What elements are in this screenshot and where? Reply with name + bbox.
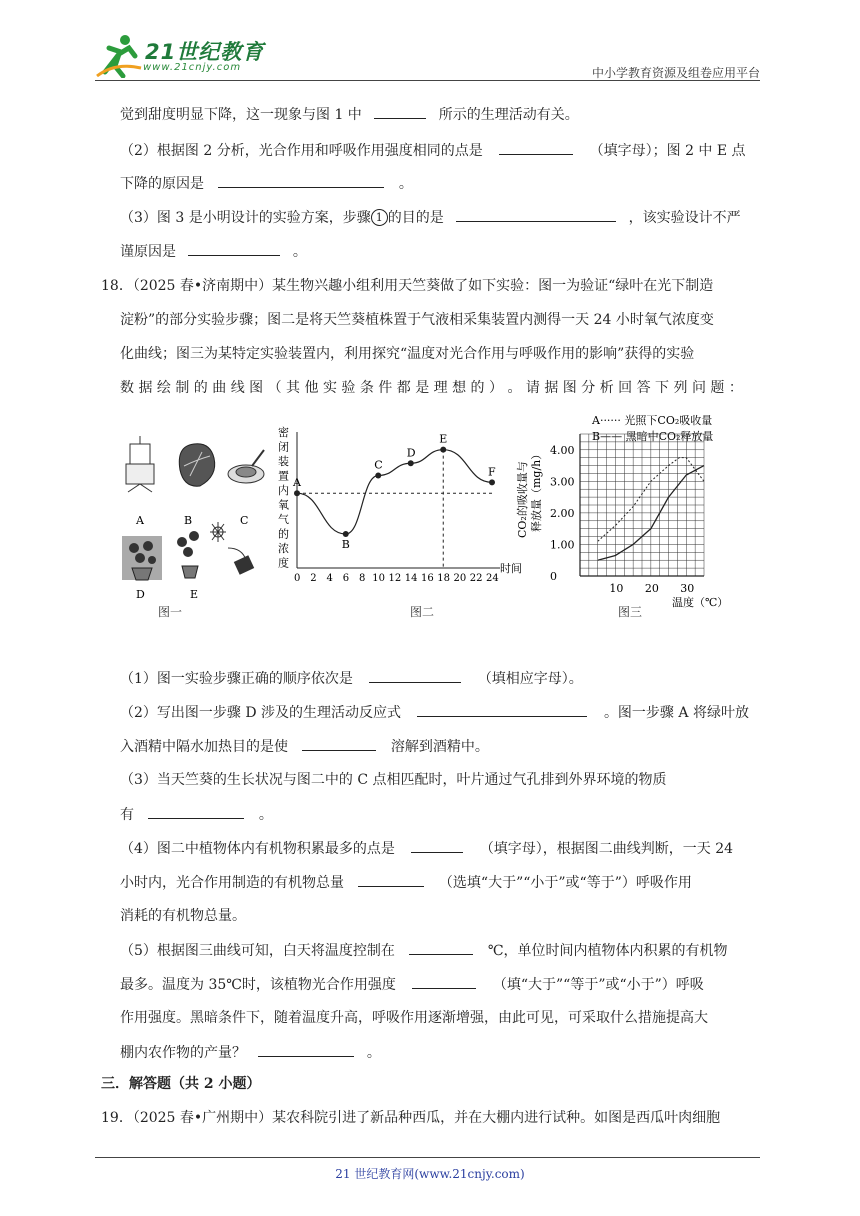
- x-tick-label: 10: [609, 582, 624, 595]
- answer-blank[interactable]: [417, 702, 587, 717]
- y-tick-label: 3.00: [550, 475, 575, 489]
- logo: [95, 32, 265, 78]
- q18-sub1: [120, 668, 583, 689]
- x-axis-label: 时间: [500, 562, 522, 575]
- legend-b: B—— 黑暗中CO₂释放量: [592, 430, 714, 443]
- q18-sub3-line2: [120, 804, 273, 825]
- answer-blank[interactable]: [369, 668, 461, 683]
- text: 小时内，光合作用制造的有机物总量: [120, 875, 344, 891]
- x-tick-label: 14: [404, 573, 418, 584]
- oxygen-curve: [297, 450, 492, 534]
- y-axis-label-char: 气: [278, 513, 289, 526]
- step-e-light-plant-icon: [177, 522, 254, 578]
- circled-step-number: 1: [371, 209, 388, 226]
- legend-a: A······ 光照下CO₂吸收量: [592, 414, 713, 427]
- text: （填相应字母）。: [477, 671, 583, 687]
- answer-blank[interactable]: [409, 940, 473, 955]
- step-d-dark-plant-icon: [122, 536, 162, 580]
- text: 。: [366, 1045, 381, 1061]
- footer-link[interactable]: 21 世纪教育网(www.21cnjy.com): [335, 1167, 525, 1181]
- page-header: [95, 30, 760, 82]
- x-tick-label: 8: [359, 573, 366, 584]
- point-label-b: B: [341, 538, 350, 551]
- point-label-f: F: [488, 465, 496, 479]
- oxygen-concentration-chart: [272, 418, 532, 590]
- q18-sub5-line1: [120, 940, 727, 961]
- q17-line-5: [120, 241, 307, 262]
- text: 。: [398, 176, 413, 192]
- text: （填“大于”“等于”或“小于”）呼吸: [492, 977, 704, 993]
- point-label-e: E: [439, 432, 448, 446]
- answer-blank[interactable]: [374, 104, 426, 119]
- section-3-heading: 三．解答题（共 2 小题）: [101, 1076, 261, 1092]
- q18-sub2-line1: [120, 702, 749, 723]
- step-label-a: A: [136, 514, 144, 527]
- y-axis-label-1: CO₂的吸收量与: [516, 461, 529, 538]
- co2-temperature-chart: [508, 408, 748, 608]
- text: 棚内农作物的产量？: [120, 1045, 246, 1061]
- answer-blank[interactable]: [412, 974, 476, 989]
- x-tick-label: 4: [326, 573, 333, 584]
- text: 下降的原因是: [120, 176, 204, 192]
- y-tick-label: 0: [550, 570, 557, 583]
- x-tick-label: 10: [372, 573, 385, 584]
- answer-blank[interactable]: [302, 736, 376, 751]
- x-tick-label: 20: [453, 573, 467, 584]
- header-platform-text: 中小学教育资源及组卷应用平台: [591, 66, 760, 80]
- logo-text: 21世纪教育: [145, 40, 265, 64]
- figure-1: [118, 436, 278, 626]
- point-d: [408, 460, 414, 466]
- text: （2）根据图 2 分析，光合作用和呼吸作用强度相同的点是: [120, 143, 483, 159]
- answer-blank[interactable]: [411, 838, 463, 853]
- text: ，该实验设计不严: [628, 210, 741, 226]
- point-a: [294, 490, 300, 496]
- y-axis-label-char: 度: [278, 556, 289, 570]
- q18-line-1: 18．（2025 春•济南期中）某生物兴趣小组利用天竺葵做了如下实验：图一为验证“绿叶在光下制造: [101, 278, 714, 294]
- text: 谨原因是: [120, 244, 176, 260]
- step-label-e: E: [190, 588, 199, 601]
- q18-sub4-line3: 消耗的有机物总量。: [120, 908, 246, 924]
- q18-line-4: 数 据 绘 制 的 曲 线 图 （ 其 他 实 验 条 件 都 是 理 想 的 ） 。 请 据 图 分 析 回 答 下 列 问 题 ：: [120, 380, 743, 396]
- q18-sub5-line2: [120, 974, 704, 995]
- answer-blank[interactable]: [456, 207, 616, 222]
- answer-blank[interactable]: [258, 1042, 354, 1057]
- point-label-c: C: [374, 458, 383, 472]
- y-axis-label-char: 装: [278, 455, 289, 468]
- point-e: [440, 447, 446, 453]
- q18-sub5-line3: 作用强度。黑暗条件下，随着温度升高，呼吸作用逐渐增强，由此可见，可采取什么措施提高大: [120, 1010, 708, 1026]
- text: （填字母），根据图二曲线判断，一天 24: [479, 841, 734, 857]
- y-tick-label: 2.00: [550, 506, 575, 520]
- q17-line-1: [120, 104, 579, 125]
- step-label-d: D: [136, 588, 145, 601]
- figure-3: [508, 408, 748, 608]
- text: （填字母）；图 2 中 E 点: [589, 143, 746, 159]
- y-tick-label: 1.00: [550, 538, 575, 552]
- logo-url: www.21cnjy.com: [143, 62, 242, 73]
- step-a-water-bath-icon: [126, 436, 154, 492]
- answer-blank[interactable]: [188, 241, 280, 256]
- point-f: [489, 479, 495, 485]
- y-axis-label-char: 的: [278, 527, 289, 541]
- text: 有: [120, 807, 134, 823]
- step-label-b: B: [184, 514, 193, 527]
- text: 所示的生理活动有关。: [438, 107, 579, 123]
- x-tick-label: 22: [469, 573, 483, 584]
- q18-sub5-line4: [120, 1042, 381, 1063]
- y-tick-label: 4.00: [550, 443, 575, 457]
- q18-line-3: 化曲线；图三为某特定实验装置内，利用探究“温度对光合作用与呼吸作用的影响”获得的实验: [120, 346, 695, 362]
- y-axis-label-char: 置: [278, 469, 289, 483]
- y-axis-label-char: 内: [278, 484, 289, 497]
- q17-line-3: [120, 173, 413, 194]
- footer-divider: [95, 1157, 760, 1158]
- x-tick-label: 0: [294, 573, 301, 584]
- x-tick-label: 2: [310, 573, 317, 584]
- text: （1）图一实验步骤正确的顺序依次是: [120, 671, 353, 687]
- runner-logo-icon: [95, 32, 143, 78]
- figure-2-caption: 图二: [410, 605, 435, 619]
- header-divider: [95, 80, 760, 81]
- figure-1-caption: 图一: [158, 605, 183, 619]
- text: 。: [258, 807, 273, 823]
- text: 的目的是: [387, 210, 444, 226]
- figure-2: [272, 418, 532, 590]
- step-c-petri-dish-icon: [228, 450, 264, 483]
- q18-sub4-line1: [120, 838, 733, 859]
- text: （4）图二中植物体内有机物积累最多的点是: [120, 841, 395, 857]
- x-tick-label: 6: [342, 573, 350, 584]
- point-c: [375, 473, 381, 479]
- text: （5）根据图三曲线可知，白天将温度控制在: [120, 943, 395, 959]
- q17-line-2: [120, 140, 746, 161]
- point-b: [343, 531, 349, 537]
- x-tick-label: 12: [388, 573, 402, 584]
- answer-blank[interactable]: [218, 173, 384, 188]
- y-axis-label-char: 浓: [278, 542, 289, 555]
- answer-blank[interactable]: [358, 872, 424, 887]
- text: ℃，单位时间内植物体内积累的有机物: [487, 943, 728, 959]
- text: 觉到甜度明显下降，这一现象与图 1 中: [120, 107, 362, 123]
- figure-3-caption: 图三: [618, 605, 643, 619]
- y-axis-label-char: 氧: [278, 498, 289, 512]
- q17-line-4: [120, 207, 741, 228]
- text: （2）写出图一步骤 D 涉及的生理活动反应式: [120, 705, 402, 721]
- x-tick-label: 16: [421, 573, 434, 584]
- step-b-leaf-icon: [179, 444, 214, 486]
- text: 最多。温度为 35℃时，该植物光合作用强度: [120, 977, 396, 993]
- point-label-d: D: [406, 446, 416, 460]
- text: 溶解到酒精中。: [390, 739, 489, 755]
- figure-1-illustration: [118, 436, 278, 626]
- y-axis-label-char: 密: [278, 426, 289, 439]
- point-label-a: A: [293, 476, 301, 490]
- answer-blank[interactable]: [499, 140, 573, 155]
- text: （选填“大于”“小于”或“等于”）呼吸作用: [438, 875, 692, 891]
- text: 入酒精中隔水加热目的是使: [120, 739, 288, 755]
- q18-sub3-line1: （3）当天竺葵的生长状况与图二中的 C 点相匹配时，叶片通过气孔排到外界环境的物质: [120, 772, 667, 788]
- q18-line-2: 淀粉”的部分实验步骤；图二是将天竺葵植株置于气液相采集装置内测得一天 24 小时氧气浓度变: [120, 312, 714, 328]
- x-tick-label: 30: [680, 582, 695, 595]
- x-tick-label: 20: [644, 582, 659, 595]
- x-tick-label: 24: [486, 573, 499, 584]
- q19-line-1: 19．（2025 春•广州期中）某农科院引进了新品种西瓜，并在大棚内进行试种。如图是西瓜叶肉细胞: [101, 1110, 721, 1126]
- x-tick-label: 18: [437, 573, 450, 584]
- y-axis-label-char: 闭: [278, 440, 289, 454]
- q18-sub4-line2: [120, 872, 692, 893]
- text: 。: [292, 244, 307, 260]
- text: （3）图 3 是小明设计的实验方案，步骤: [120, 210, 371, 226]
- answer-blank[interactable]: [148, 804, 244, 819]
- step-label-c: C: [240, 514, 249, 527]
- text: 。图一步骤 A 将绿叶放: [603, 705, 749, 721]
- y-axis-label-2: 释放量（mg/h）: [530, 448, 543, 532]
- x-axis-label: 温度（℃）: [672, 596, 729, 608]
- q18-sub2-line2: [120, 736, 489, 757]
